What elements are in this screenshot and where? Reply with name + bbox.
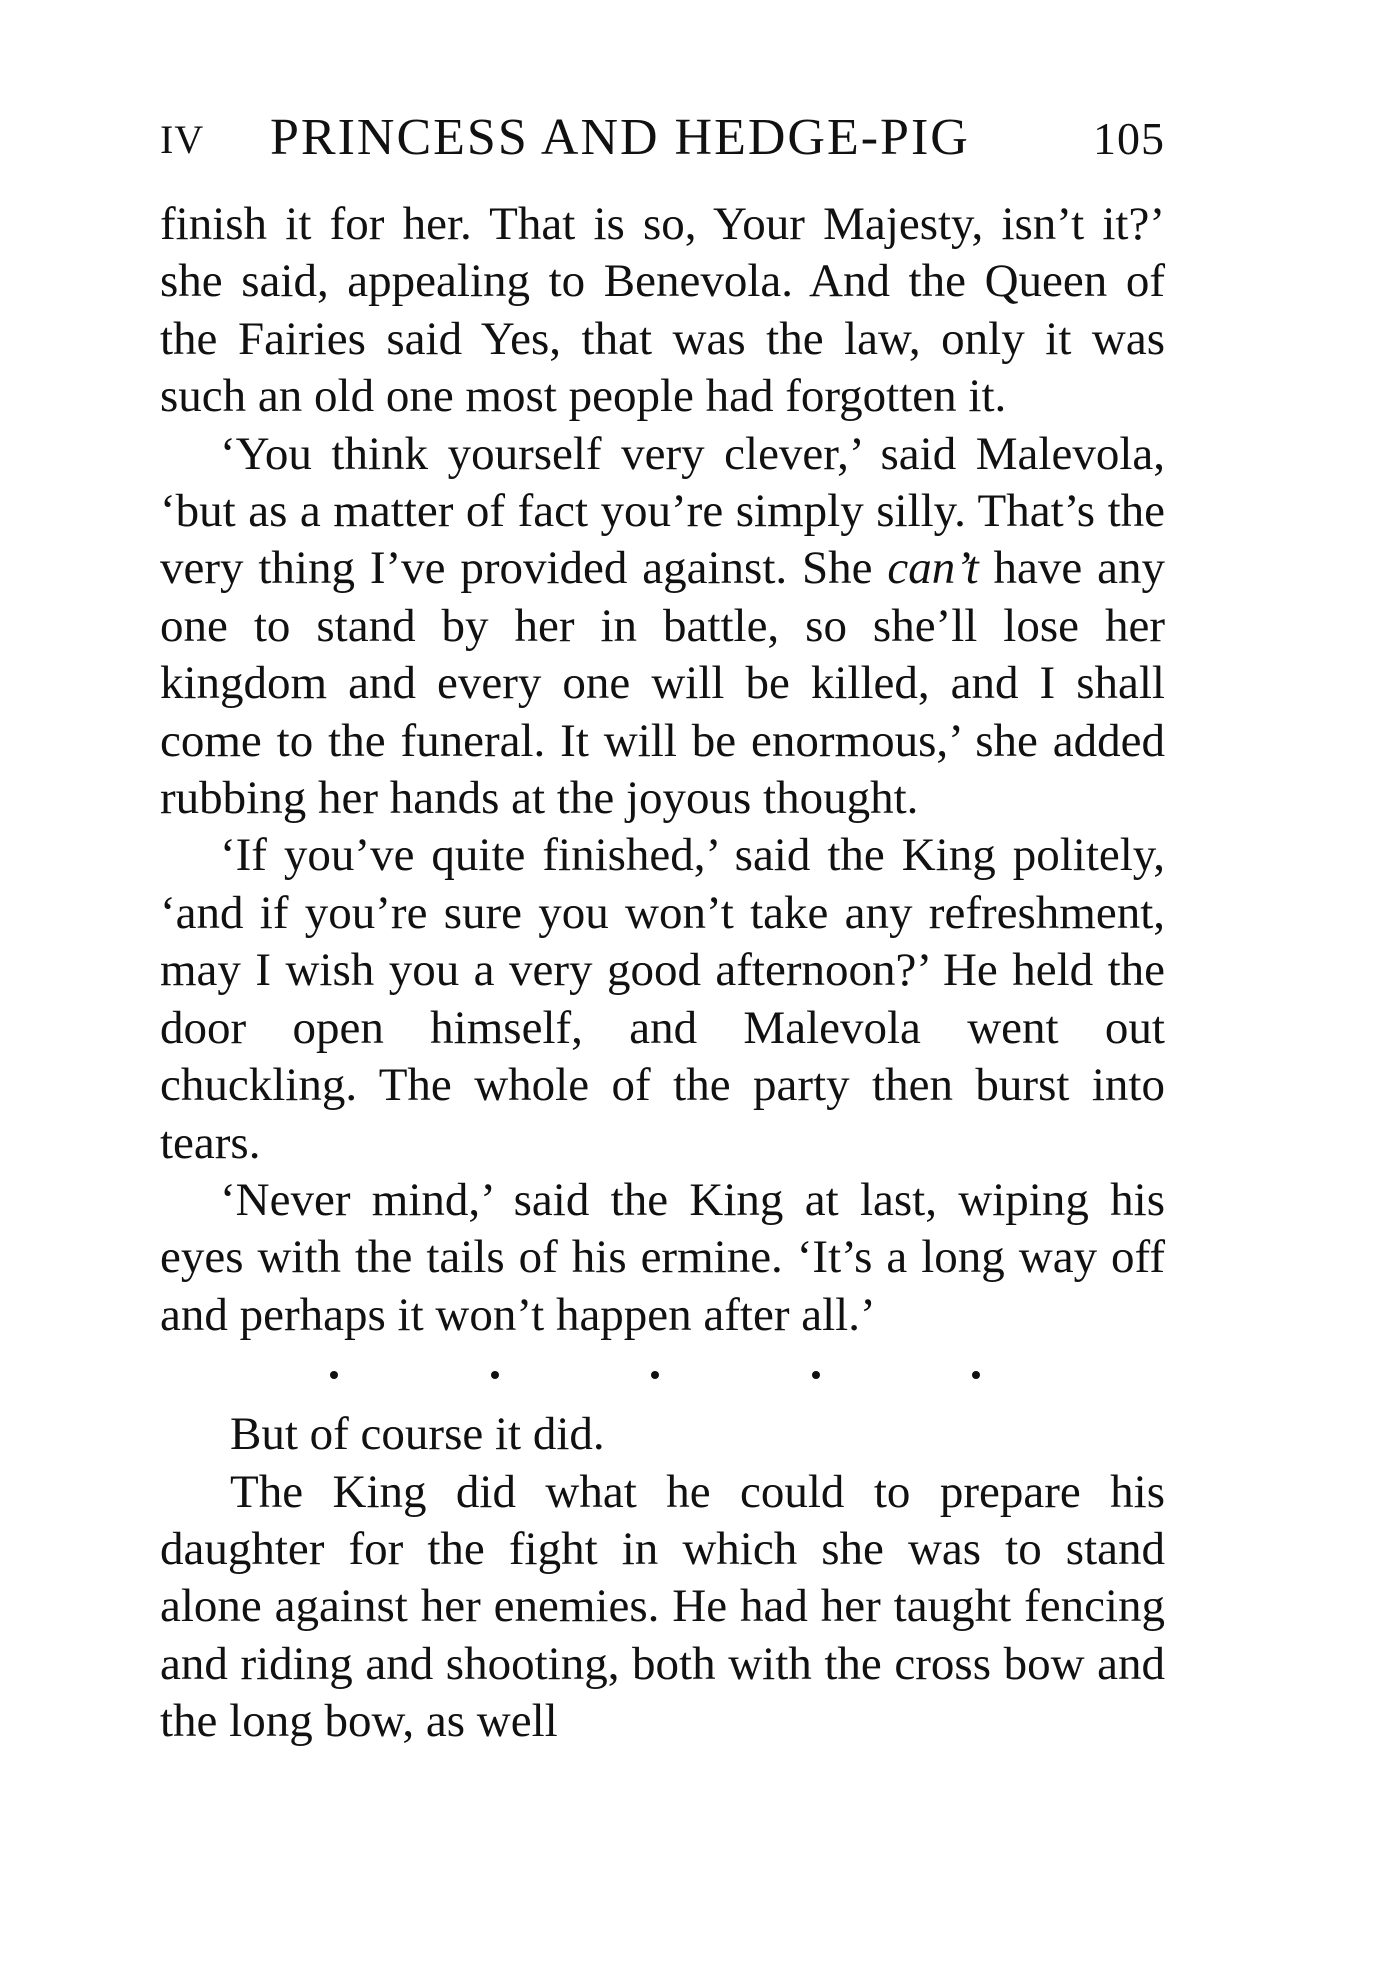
- page-number: 105: [1093, 113, 1165, 164]
- paragraph-6: The King did what he could to prepare his daughter for the fight in which she was to stand alone against her enemies. He had her taught fencing and riding and shooting, both with the cross bow and the long bow, as well: [160, 1465, 1165, 1748]
- dot: [812, 1371, 820, 1379]
- dot: [491, 1371, 499, 1379]
- paragraph-3: ‘If you’ve quite finished,’ said the King politely, ‘and if you’re sure you won’t take any refreshment, may I wish you a very good afternoon?’ He held the door open himself, and Malevola went out chuckling. The whole of the party then burst into tears.: [160, 829, 1165, 1169]
- paragraph-2-part-b: have any one to stand by her in battle, so she’ll lose her kingdom and every one will be killed, and I shall come to the funeral. It will be enormous,’ she added rubbing her hands at the joyous thought.: [160, 542, 1165, 825]
- running-header: [160, 108, 1165, 178]
- dot: [651, 1371, 659, 1379]
- emphasis-cant: can’t: [887, 542, 979, 595]
- paragraph-2-part-a: ‘You think yourself very clever,’ said Malevola, ‘but as a matter of fact you’re simply silly. That’s the very thing I’ve provided against. She: [160, 427, 1165, 595]
- dot: [972, 1371, 980, 1379]
- running-title: PRINCESS AND HEDGE-PIG: [270, 109, 970, 166]
- dot: [330, 1371, 338, 1379]
- paragraph-2: [160, 426, 1165, 828]
- chapter-number: IV: [160, 117, 205, 162]
- page-body: [160, 196, 1165, 1751]
- paragraph-5: But of course it did.: [230, 1408, 605, 1461]
- paragraph-1: finish it for her. That is so, Your Majesty, isn’t it?’ she said, appealing to Benevola. And the Queen of the Fairies said Yes, that was the law, only it was such an old one most people had forgotten it.: [160, 198, 1165, 423]
- section-break-dots: [330, 1344, 980, 1406]
- paragraph-4: ‘Never mind,’ said the King at last, wiping his eyes with the tails of his ermine. ‘It’s a long way off and perhaps it won’t happen after all.’: [160, 1173, 1165, 1341]
